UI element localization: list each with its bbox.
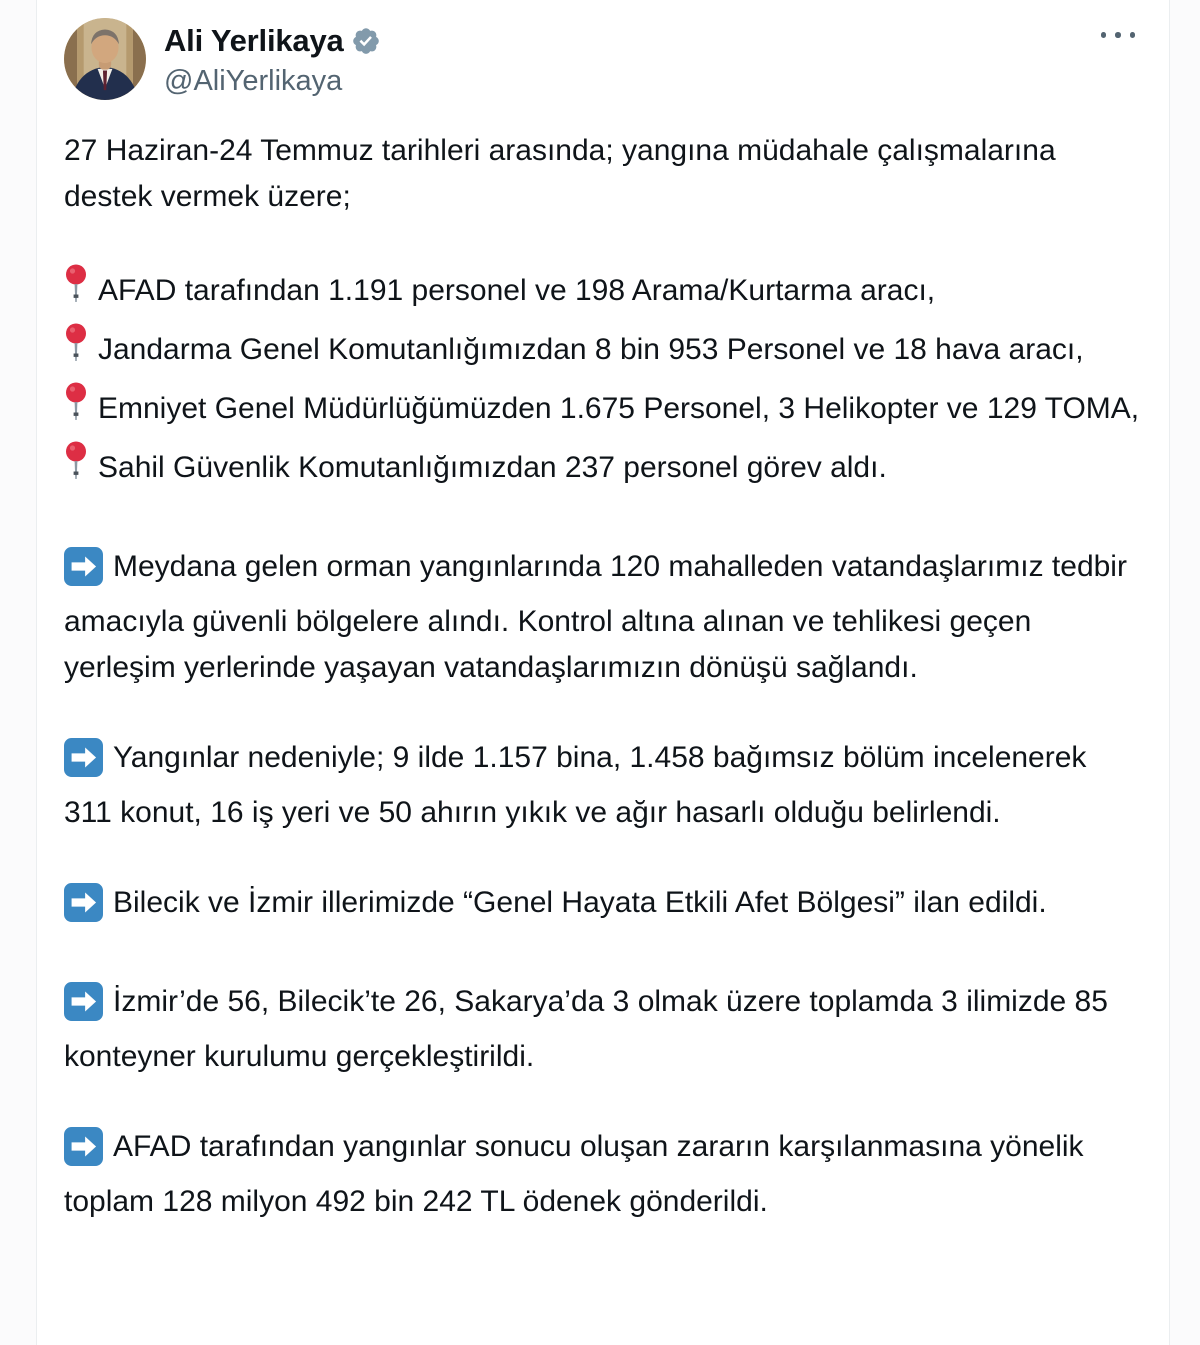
- pin-item-text: Emniyet Genel Müdürlüğümüzden 1.675 Personel, 3 Helikopter ve 129 TOMA,: [98, 392, 1140, 425]
- author-name-row: [164, 23, 381, 59]
- arrow-item: [64, 880, 1141, 935]
- pin-item: [64, 382, 1141, 441]
- pin-item: [64, 264, 1141, 323]
- right-arrow-emoji: [64, 738, 103, 790]
- right-arrow-emoji: [64, 1127, 103, 1179]
- author-handle[interactable]: @AliYerlikaya: [164, 65, 343, 97]
- pin-list: [64, 264, 1141, 500]
- arrow-item: [64, 1124, 1141, 1225]
- arrow-item-text: AFAD tarafından yangınlar sonucu oluşan zararın karşılanmasına yönelik toplam 128 milyon 492 bin 242 TL ödenek gönderildi.: [64, 1130, 1084, 1218]
- more-options-icon: [1101, 32, 1107, 38]
- right-arrow-emoji: [64, 547, 103, 599]
- round-pushpin-emoji: [64, 264, 88, 323]
- more-options-icon: [1115, 32, 1121, 38]
- arrow-item: [64, 544, 1141, 691]
- pin-item: [64, 441, 1141, 500]
- author-name[interactable]: Ali Yerlikaya: [164, 23, 344, 58]
- arrow-item-text: Yangınlar nedeniyle; 9 ilde 1.157 bina, 1.458 bağımsız bölüm incelenerek 311 konut, 16 iş yeri ve 50 ahırın yıkık ve ağır hasarlı olduğu belirlendi.: [64, 741, 1087, 829]
- right-arrow-emoji: [64, 883, 103, 935]
- pin-item-text: AFAD tarafından 1.191 personel ve 198 Arama/Kurtarma aracı,: [98, 274, 936, 307]
- paragraph-text: 27 Haziran-24 Temmuz tarihleri arasında; yangına müdahale çalışmalarına destek vermek üzere;: [64, 134, 1056, 213]
- author-block[interactable]: [164, 18, 381, 98]
- arrow-item: [64, 735, 1141, 836]
- right-arrow-emoji: [64, 982, 103, 1034]
- tweet-card: [36, 0, 1170, 1345]
- pin-item-text: Jandarma Genel Komutanlığımızdan 8 bin 953 Personel ve 18 hava aracı,: [98, 333, 1084, 366]
- arrow-item-text: İzmir’de 56, Bilecik’te 26, Sakarya’da 3 olmak üzere toplamda 3 ilimizde 85 konteyner kurulumu gerçekleştirildi.: [64, 985, 1108, 1073]
- tweet-paragraph-intro: [64, 128, 1141, 220]
- tweet-header: [64, 18, 1141, 100]
- avatar-image: [64, 18, 146, 100]
- round-pushpin-emoji: [64, 441, 88, 500]
- pin-item: [64, 323, 1141, 382]
- more-options-button[interactable]: [1091, 18, 1142, 48]
- arrow-item: [64, 979, 1141, 1080]
- round-pushpin-emoji: [64, 323, 88, 382]
- verified-badge-icon: [351, 26, 381, 56]
- round-pushpin-emoji: [64, 382, 88, 441]
- more-options-icon: [1130, 32, 1136, 38]
- arrow-item-text: Meydana gelen orman yangınlarında 120 mahalleden vatandaşlarımız tedbir amacıyla güvenli bölgelere alındı. Kontrol altına alınan ve tehlikesi geçen yerleşim yerlerinde yaşayan vatandaşlarımızın dönüşü sağlandı.: [64, 550, 1127, 684]
- tweet-text: [64, 128, 1141, 1225]
- arrow-item-text: Bilecik ve İzmir illerimizde “Genel Hayata Etkili Afet Bölgesi” ilan edildi.: [113, 886, 1047, 919]
- pin-item-text: Sahil Güvenlik Komutanlığımızdan 237 personel görev aldı.: [98, 451, 887, 484]
- profile-photo-avatar[interactable]: [64, 18, 146, 100]
